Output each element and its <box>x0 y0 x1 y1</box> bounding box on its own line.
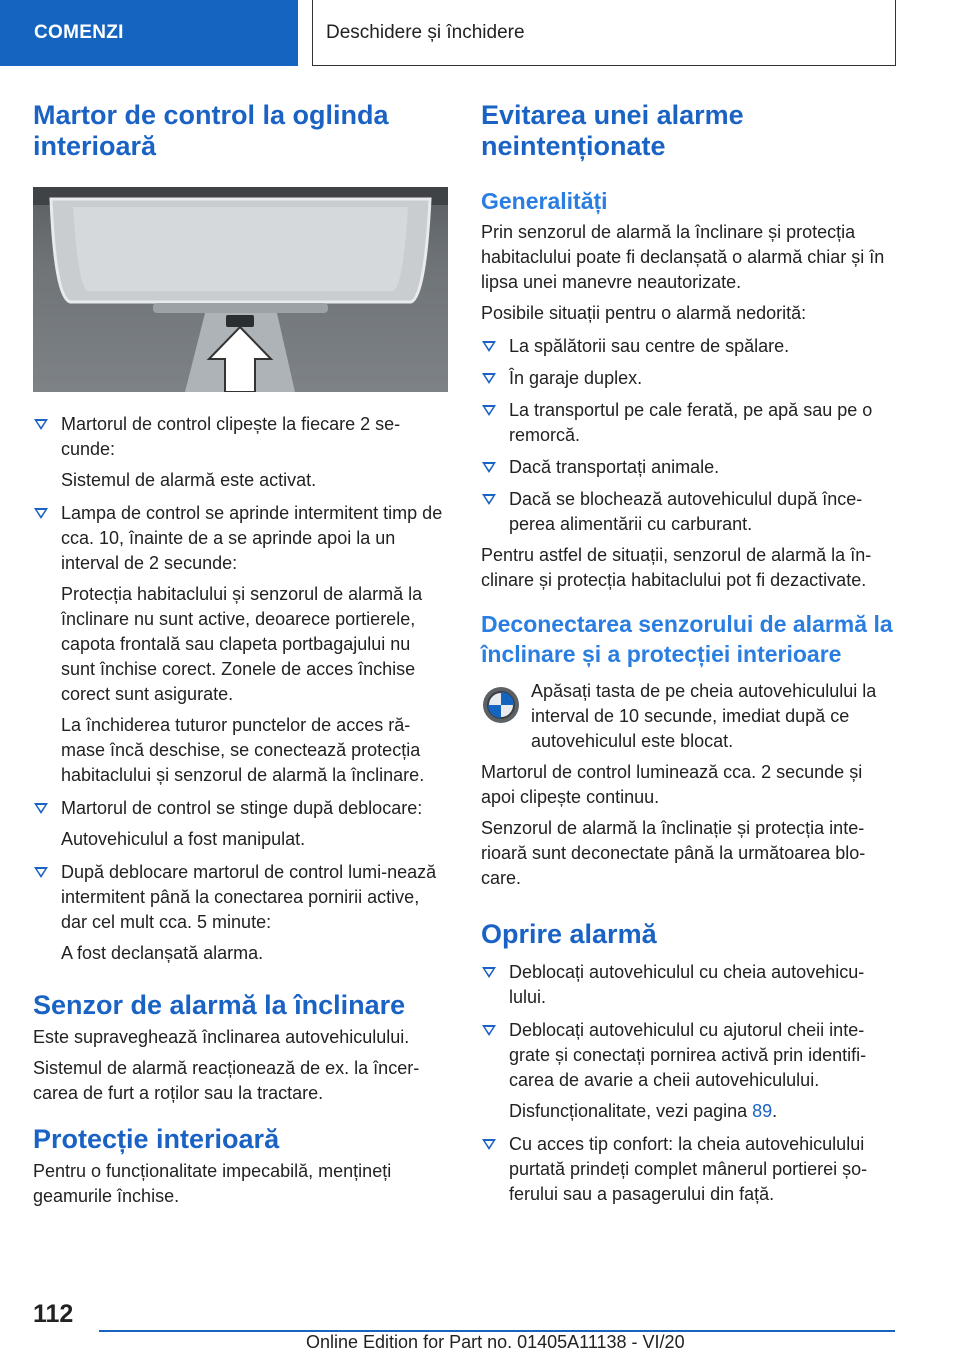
list-item: Lampa de control se aprinde intermitent timp de cca. 10, înainte de a se aprinde apoi la un interval de 2 secunde: Protecția habitaclului și senzorul de alarmă la înclinare nu sunt active, deoarece portierele, capota frontală sau clapeta portbagajului nu sunt închise corect. Zonele de acces închise corect sunt asigurate. La închiderea tuturor punctelor de acces ră-mase încă deschise, se conectează protecția habitaclului și senzorul de alarmă la înclinare. <box>33 501 448 788</box>
list-item: La transportul pe cale ferată, pe apă sau pe o remorcă. <box>481 398 895 448</box>
list-subtext: La închiderea tuturor punctelor de acces ră-mase încă deschise, se conectează protecția habitaclului și senzorul de alarmă la înclinare. <box>61 715 425 785</box>
tilt-sensor-text: Sistemul de alarmă reacționează de ex. la încer-carea de furt a roților sau la tractare. <box>33 1058 420 1103</box>
deactivation-text: Martorul de control luminează cca. 2 secunde și apoi clipește continuu. <box>481 762 863 807</box>
list-item: Martorul de control se stinge după deblocare: Autovehiculul a fost manipulat. <box>33 796 448 852</box>
general-title: Generalități <box>481 188 608 214</box>
section-tab <box>0 0 298 66</box>
deactivation-text: Apăsați tasta de pe cheia autovehiculului la interval de 10 secunde, imediat după ce autovehiculul este blocat. <box>531 681 877 751</box>
bullet-triangle-icon <box>34 419 48 430</box>
car-key-logo-icon <box>481 685 521 725</box>
section-label: COMENZI <box>34 22 124 43</box>
deactivation-text: Senzorul de alarmă la înclinație și protecția inte-rioară sunt deconectate până la următoarea blo-care. <box>481 818 866 888</box>
edition-note: Online Edition for Part no. 01405A11138 - VI/20 <box>306 1332 685 1352</box>
bullet-triangle-icon <box>482 462 496 473</box>
interior-protection-text: Pentru o funcționalitate impecabilă, mențineți geamurile închise. <box>33 1161 392 1206</box>
bullet-triangle-icon <box>34 508 48 519</box>
bullet-triangle-icon <box>482 967 496 978</box>
stop-alarm-title: Oprire alarmă <box>481 919 657 949</box>
bullet-triangle-icon <box>482 1139 496 1150</box>
mirror-illustration <box>33 187 448 392</box>
page-link[interactable]: 89 <box>752 1101 773 1121</box>
list-subtext: Autovehiculul a fost manipulat. <box>61 829 306 849</box>
bullet-triangle-icon <box>482 1025 496 1036</box>
general-text: Posibile situații pentru o alarmă nedorită: <box>481 303 807 323</box>
list-item: La spălătorii sau centre de spălare. <box>481 334 895 359</box>
interior-protection-title: Protecție interioară <box>33 1124 280 1154</box>
bullet-triangle-icon <box>482 494 496 505</box>
stop-alarm-list <box>481 960 895 1207</box>
list-item: După deblocare martorul de control lumi-nează intermitent până la conectarea pornirii active, dar cel mult cca. 5 minute: A fost declanșată alarma. <box>33 860 448 966</box>
chapter-label: Deschidere și închidere <box>326 21 525 43</box>
page-number: 112 <box>33 1300 74 1328</box>
deactivation-title: Deconectarea senzorului de alarmă la înclinare și a protecției interioare <box>481 611 893 667</box>
right-column <box>481 100 895 1207</box>
list-subtext: Disfuncționalitate, vezi pagina 89. <box>509 1101 778 1121</box>
general-text: Prin senzorul de alarmă la înclinare și protecția habitaclului poate fi declanșată o alarmă chiar și în lipsa unei manevre neautorizate. <box>481 222 885 292</box>
left-column <box>33 100 448 1209</box>
bullet-triangle-icon <box>482 405 496 416</box>
list-item: Martorul de control clipește la fiecare 2 se-cunde: Sistemul de alarmă este activat. <box>33 412 448 493</box>
list-subtext: A fost declanșată alarma. <box>61 943 264 963</box>
bullet-triangle-icon <box>482 373 496 384</box>
list-item: Dacă se blochează autovehiculul după înce-perea alimentării cu carburant. <box>481 487 895 537</box>
list-item: Dacă transportați animale. <box>481 455 895 480</box>
list-subtext: Sistemul de alarmă este activat. <box>61 470 317 490</box>
chapter-tab <box>312 0 896 66</box>
list-subtext: Protecția habitaclului și senzorul de alarmă la înclinare nu sunt active, deoarece portierele, capota frontală sau clapeta portbagajului nu sunt închise corect. Zonele de acces închise corect sunt asigurate. <box>61 584 423 704</box>
bullet-triangle-icon <box>34 803 48 814</box>
indicator-list <box>33 412 448 966</box>
tilt-sensor-text: Este supraveghează înclinarea autovehiculului. <box>33 1027 410 1047</box>
list-item: În garaje duplex. <box>481 366 895 391</box>
list-item: Deblocați autovehiculul cu ajutorul cheii inte-grate și conectați pornirea activă prin identifi-carea de avarie a cheii autovehiculului. Disfuncționalitate, vezi pagina 89. <box>481 1018 895 1124</box>
situations-list <box>481 334 895 537</box>
bullet-triangle-icon <box>34 867 48 878</box>
bullet-triangle-icon <box>482 341 496 352</box>
deactivation-block <box>481 679 895 754</box>
list-item: Cu acces tip confort: la cheia autovehiculului purtată prindeți complet mânerul portierei șo-ferului sau a pasagerului din față. <box>481 1132 895 1207</box>
avoid-alarm-title: Evitarea unei alarme neintenționate <box>481 100 744 161</box>
mirror-image <box>33 187 448 392</box>
general-text: Pentru astfel de situații, senzorul de alarmă la în-clinare și protecția habitaclului pot fi dezactivate. <box>481 545 872 590</box>
list-item: Deblocați autovehiculul cu cheia autovehicu-lului. <box>481 960 895 1010</box>
mirror-indicator-title: Martor de control la oglinda interioară <box>33 100 389 161</box>
tilt-sensor-title: Senzor de alarmă la înclinare <box>33 990 406 1020</box>
